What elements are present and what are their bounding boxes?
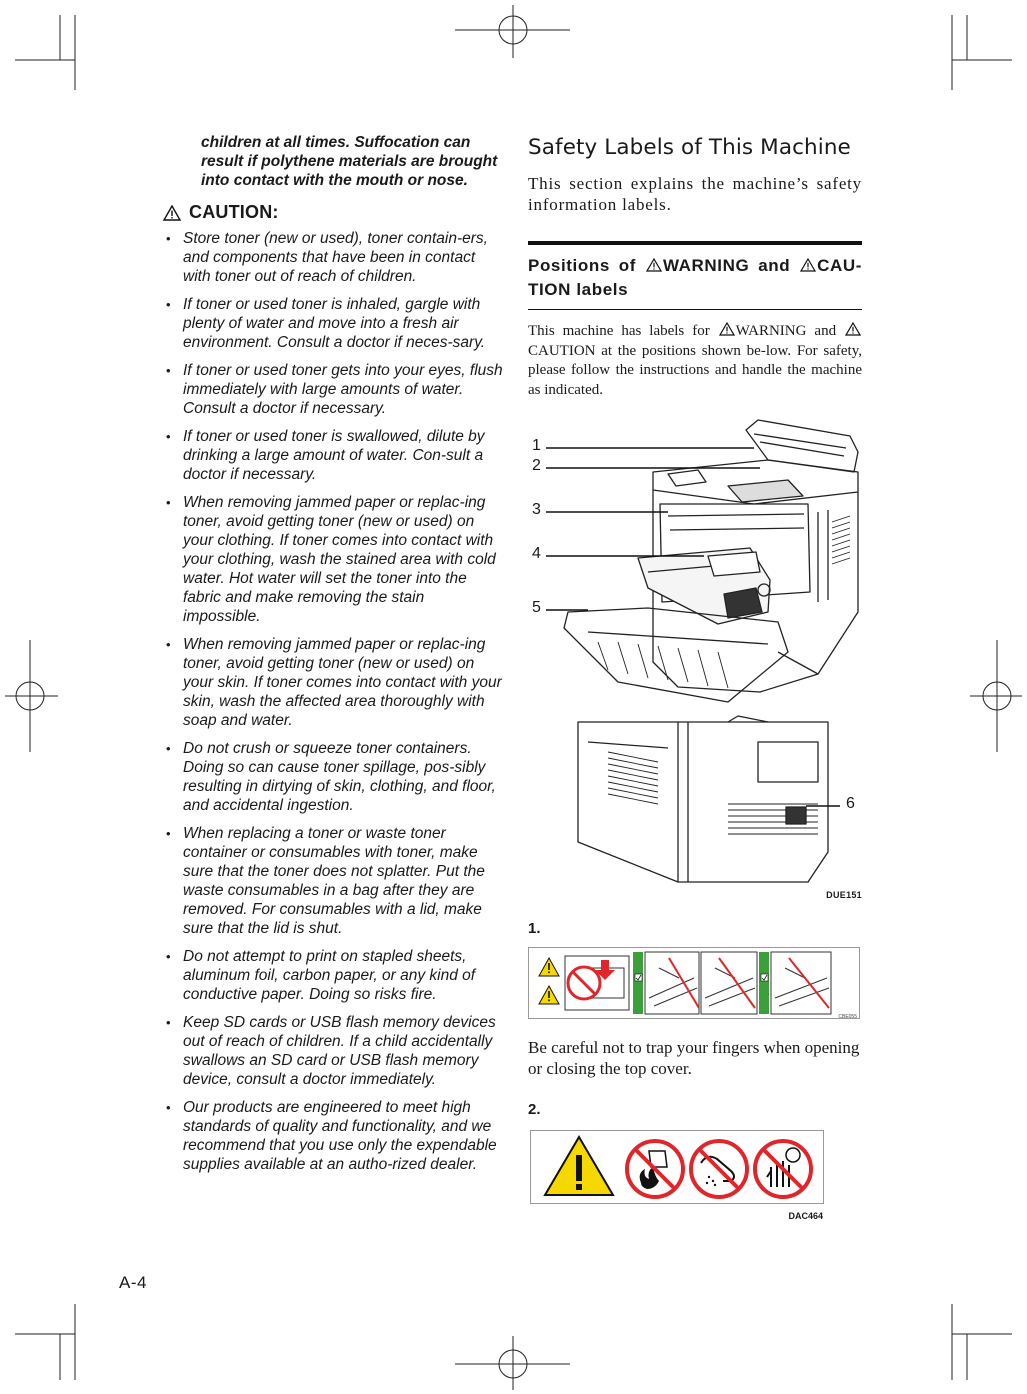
positions-heading-prefix: Positions of — [528, 256, 637, 275]
caution-list — [163, 229, 503, 1174]
list-item: • Our products are engineered to meet high standards of quality and functionality, and we recommend that you use only the expendable supplies available at an autho-rized dealer. — [163, 1098, 503, 1174]
printer-label-diagram — [528, 412, 862, 912]
right-column — [528, 133, 863, 1221]
label-2-code: DAC464 — [788, 1211, 823, 1221]
caution-triangle-icon — [845, 322, 861, 336]
figure-code: DUE151 — [826, 890, 862, 900]
label-1-graphic — [529, 948, 859, 1018]
printer-illustration — [528, 412, 862, 902]
warning-triangle-icon — [719, 322, 735, 336]
label-2-panel — [530, 1130, 824, 1221]
left-column — [163, 133, 503, 1183]
label-2-number: 2. — [528, 1101, 541, 1118]
callout-1: 1 — [532, 437, 541, 454]
section-title: Safety Labels of This Machine — [528, 135, 851, 160]
list-item: • Keep SD cards or USB flash memory devices out of reach of children. If a child accidentally swallows an SD card or USB flash memory device, consult a doctor immediately. — [163, 1013, 503, 1089]
positions-body-caution: CAUTION at the positions shown be-low. For safety, please follow the instructions and handle the machine as indicated. — [528, 342, 862, 398]
callout-5: 5 — [532, 599, 541, 616]
positions-body-part1: This machine has labels for — [528, 323, 710, 339]
positions-heading-caution: CAU-TION labels — [528, 256, 863, 299]
list-item: • When removing jammed paper or replac-ing toner, avoid getting toner (new or used) on your clothing. If toner comes into contact with your clothing, wash the stained area with cold water. Hot water will set the toner into the fabric and make removing the stain impossible. — [163, 493, 503, 626]
list-item: • Store toner (new or used), toner contain-ers, and components that have been in contact with toner out of reach of children. — [163, 229, 503, 286]
warning-triangle-icon — [646, 258, 662, 272]
list-item: • Do not crush or squeeze toner containers. Doing so can cause toner spillage, pos-sibly resulting in dirtying of skin, clothing, and floor, and accidental ingestion. — [163, 739, 503, 815]
positions-body-part2: and — [814, 323, 837, 339]
positions-heading — [528, 254, 862, 302]
caution-triangle-icon — [800, 258, 816, 272]
list-item: • Do not attempt to print on stapled sheets, aluminum foil, carbon paper, or any kind of conductive paper. Doing so risks fire. — [163, 947, 503, 1004]
list-item: • If toner or used toner is inhaled, gargle with plenty of water and move into a fresh air environment. Consult a doctor if neces-sary. — [163, 295, 503, 352]
callout-2: 2 — [532, 457, 541, 474]
page-number: A-4 — [119, 1273, 147, 1292]
caution-heading — [163, 202, 503, 223]
section-intro: This section explains the machine’s safety information labels. — [528, 174, 862, 214]
callout-6: 6 — [846, 795, 855, 812]
caution-triangle-icon — [163, 205, 181, 221]
label-2-graphic — [531, 1131, 823, 1203]
label-1-panel — [528, 947, 860, 1019]
positions-body-warning: WARNING — [735, 323, 807, 339]
positions-heading-warning: WARNING — [662, 256, 750, 275]
label-1-description: Be careful not to trap your fingers when opening or closing the top cover. — [528, 1038, 860, 1078]
label-1-code: CBE055 — [838, 1014, 857, 1020]
warning-continuation-text: children at all times. Suffocation can result if polythene materials are brought into contact with the mouth or nose. — [201, 134, 498, 189]
label-1-number: 1. — [528, 920, 541, 937]
positions-heading-box — [528, 241, 862, 310]
list-item: • When removing jammed paper or replac-ing toner, avoid getting toner (new or used) on your skin. If toner comes into contact with your skin, wash the affected area thoroughly with soap and water. — [163, 635, 503, 730]
callout-4: 4 — [532, 545, 541, 562]
list-item: • If toner or used toner is swallowed, dilute by drinking a large amount of water. Con-sult a doctor if necessary. — [163, 427, 503, 484]
list-item: • If toner or used toner gets into your eyes, flush immediately with large amounts of water. Consult a doctor if necessary. — [163, 361, 503, 418]
list-item: • When replacing a toner or waste toner container or consumables with toner, make sure that the toner does not splatter. Put the waste consumables in a bag after they are removed. For consumables with a lid, make sure that the lid is shut. — [163, 824, 503, 938]
callout-3: 3 — [532, 501, 541, 518]
caution-title: CAUTION: — [189, 202, 279, 222]
positions-body — [528, 322, 862, 400]
positions-heading-and: and — [758, 256, 791, 275]
